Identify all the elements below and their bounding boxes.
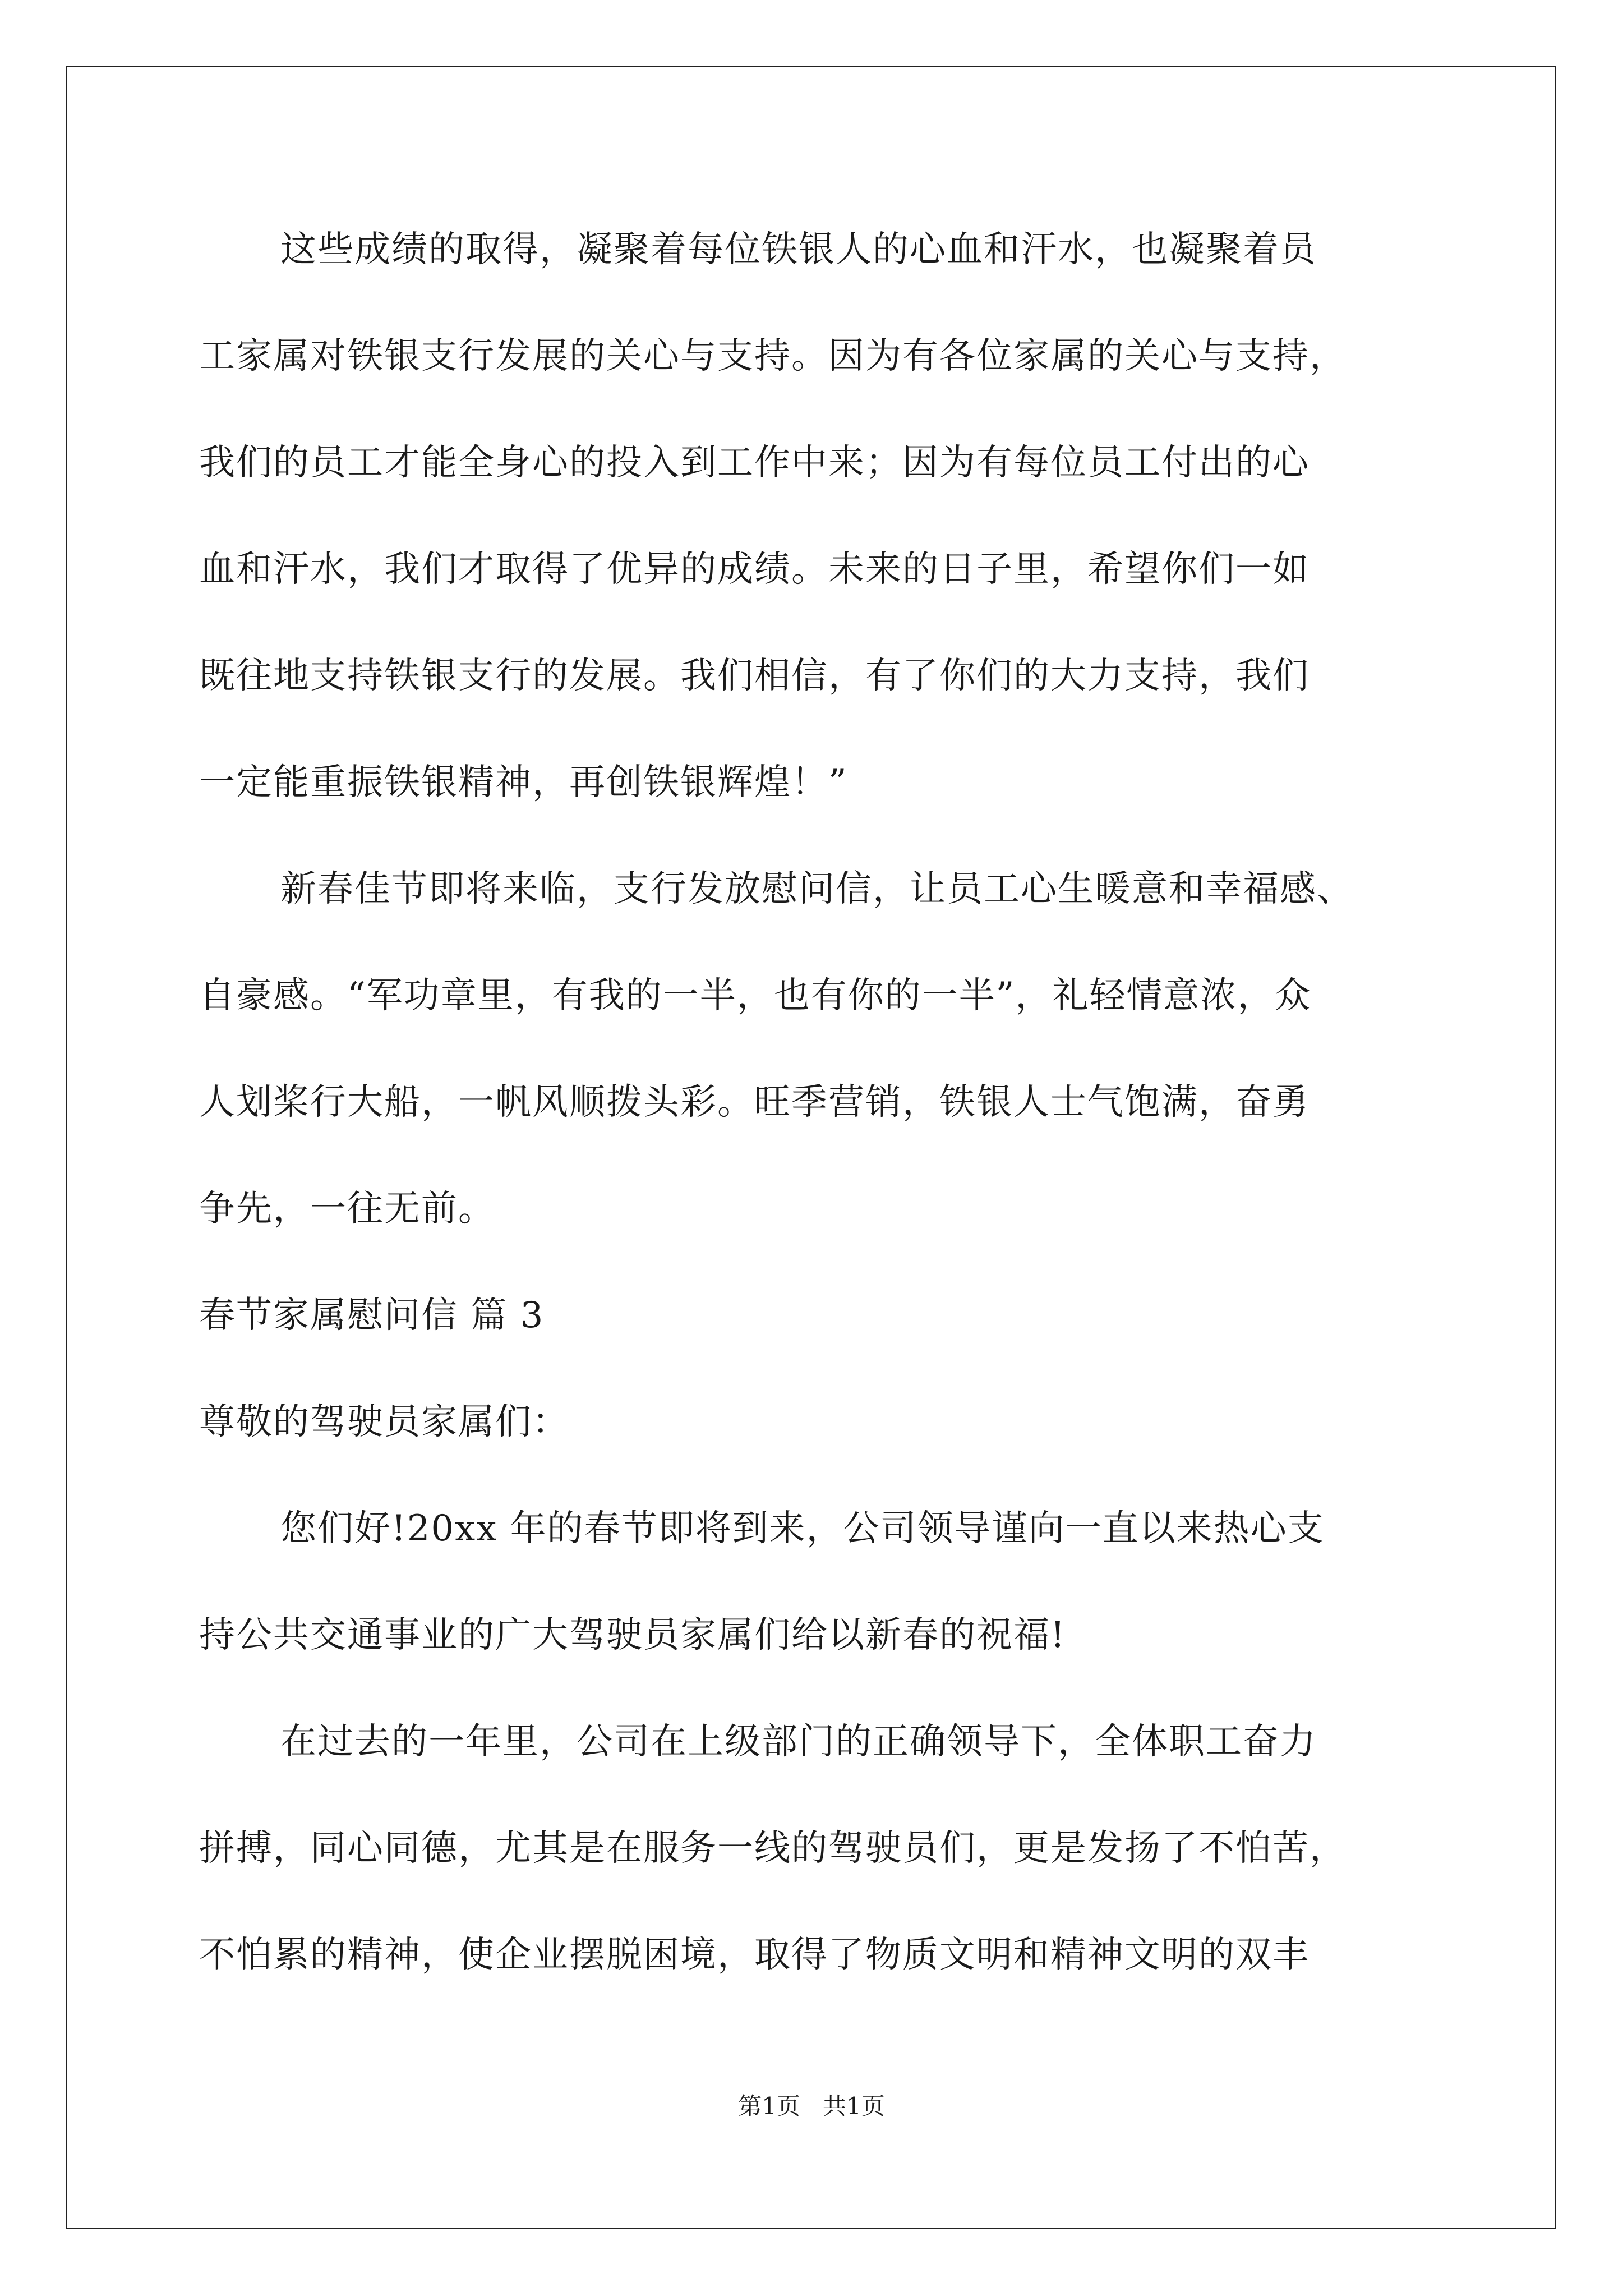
text-line: 在过去的一年里，公司在上级部门的正确领导下，全体职工奋力 xyxy=(280,1721,1317,1763)
text-line: 人划桨行大船，一帆风顺拨头彩。旺季营销，铁银人士气饱满，奋勇 xyxy=(199,1082,1310,1123)
text-line: 您们好!20xx 年的春节即将到来，公司领导谨向一直以来热心支 xyxy=(280,1508,1325,1549)
page-border xyxy=(66,66,1556,2229)
text-line: 一定能重振铁银精神，再创铁银辉煌！” xyxy=(199,762,848,803)
text-line: 新春佳节即将来临，支行发放慰问信，让员工心生暖意和幸福感、 xyxy=(280,868,1354,910)
page-number-footer: 第1页 共1页 xyxy=(738,2092,885,2120)
text-line: 血和汗水，我们才取得了优异的成绩。未来的日子里，希望你们一如 xyxy=(199,549,1310,590)
text-line: 持公共交通事业的广大驾驶员家属们给以新春的祝福! xyxy=(199,1614,1066,1656)
text-line: 拼搏，同心同德，尤其是在服务一线的驾驶员们，更是发扬了不怕苦， xyxy=(199,1828,1347,1869)
section-heading: 春节家属慰问信 篇 3 xyxy=(199,1295,545,1336)
text-line: 既往地支持铁银支行的发展。我们相信，有了你们的大力支持，我们 xyxy=(199,655,1310,697)
text-line: 我们的员工才能全身心的投入到工作中来；因为有每位员工付出的心 xyxy=(199,442,1310,484)
text-line: 工家属对铁银支行发展的关心与支持。因为有各位家属的关心与支持， xyxy=(199,335,1347,377)
text-line: 自豪感。“军功章里，有我的一半，也有你的一半”，礼轻情意浓，众 xyxy=(199,975,1312,1016)
text-line: 不怕累的精神，使企业摆脱困境，取得了物质文明和精神文明的双丰 xyxy=(199,1934,1310,1976)
text-line: 这些成绩的取得，凝聚着每位铁银人的心血和汗水，也凝聚着员 xyxy=(280,229,1317,270)
text-line: 争先，一往无前。 xyxy=(199,1188,495,1230)
salutation: 尊敬的驾驶员家属们： xyxy=(199,1401,569,1443)
